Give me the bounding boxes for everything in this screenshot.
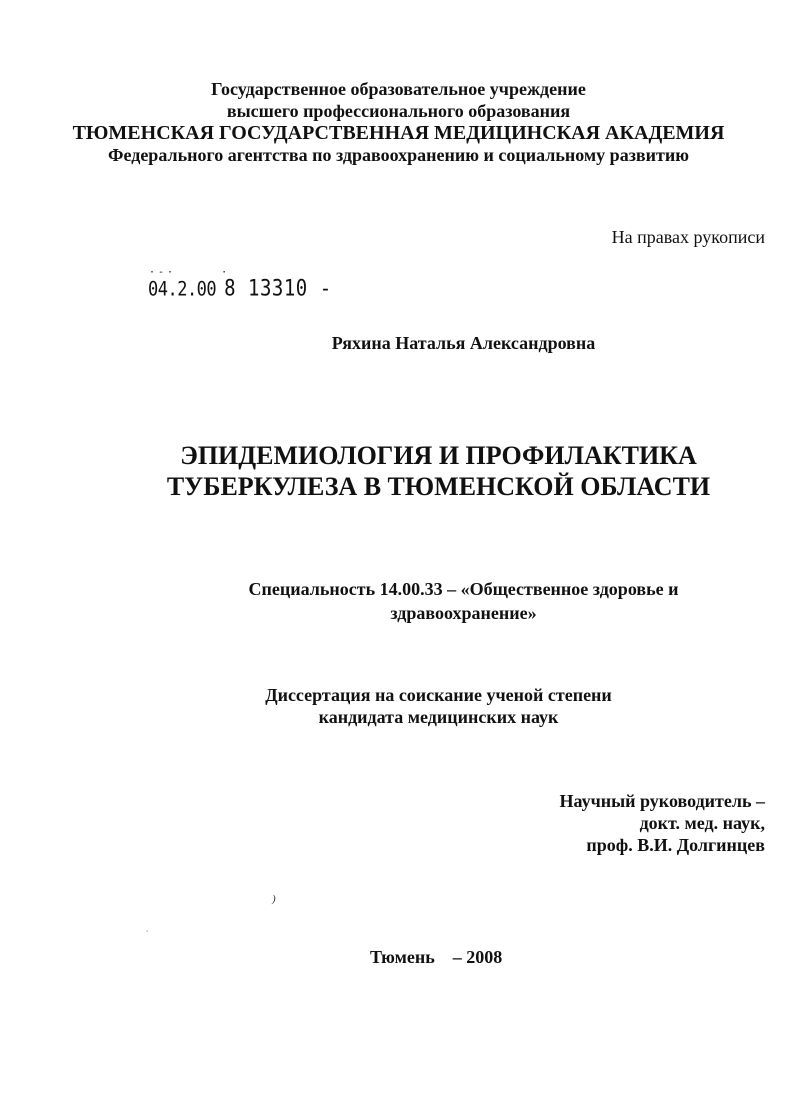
supervisor-degree: докт. мед. наук,: [639, 813, 765, 833]
institution-level: высшего профессионального образования: [226, 101, 571, 121]
institution-type: Государственное образовательное учреждение: [211, 79, 586, 99]
title-line-2: ТУБЕРКУЛЕЗА В ТЮМЕНСКОЙ ОБЛАСТИ: [166, 472, 711, 501]
supervisor-block: [560, 790, 766, 856]
supervisor-label: Научный руководитель –: [559, 791, 765, 811]
registration-stamp: [148, 276, 332, 301]
supervisor-name: проф. В.И. Долгинцев: [586, 835, 765, 855]
specialty-line-2: здравоохранение»: [390, 603, 537, 623]
manuscript-note: На правах рукописи: [611, 227, 765, 247]
city-year: [370, 947, 502, 968]
stamp-marks: ·-· ·: [149, 267, 231, 278]
stamp-number: 8 13310: [224, 276, 308, 302]
institution-agency: Федерального агентства по здравоохранению и социальному развитию: [108, 145, 689, 165]
city: Тюмень: [370, 947, 435, 967]
year: – 2008: [452, 947, 503, 967]
title-line-1: ЭПИДЕМИОЛОГИЯ И ПРОФИЛАКТИКА: [180, 441, 697, 470]
scan-dot: ·: [146, 927, 148, 936]
degree-line-1: Диссертация на соискание ученой степени: [265, 685, 612, 705]
stamp-date: 04.2.00: [148, 278, 217, 302]
scan-speck: ): [272, 893, 276, 905]
institution-name: ТЮМЕНСКАЯ ГОСУДАРСТВЕННАЯ МЕДИЦИНСКАЯ АКАДЕМИЯ: [72, 122, 725, 144]
dissertation-title: [0, 440, 797, 502]
specialty-line-1: [130, 577, 797, 601]
degree-statement: [0, 684, 797, 728]
stamp-suffix: -: [319, 276, 332, 302]
specialty: [0, 577, 797, 625]
degree-line-2: кандидата медицинских наук: [318, 707, 559, 727]
author-name: Ряхина Наталья Александровна: [331, 333, 596, 353]
specialty-prefix: Специальность 14.00.33 – «Общественное здоровье и: [248, 579, 679, 599]
